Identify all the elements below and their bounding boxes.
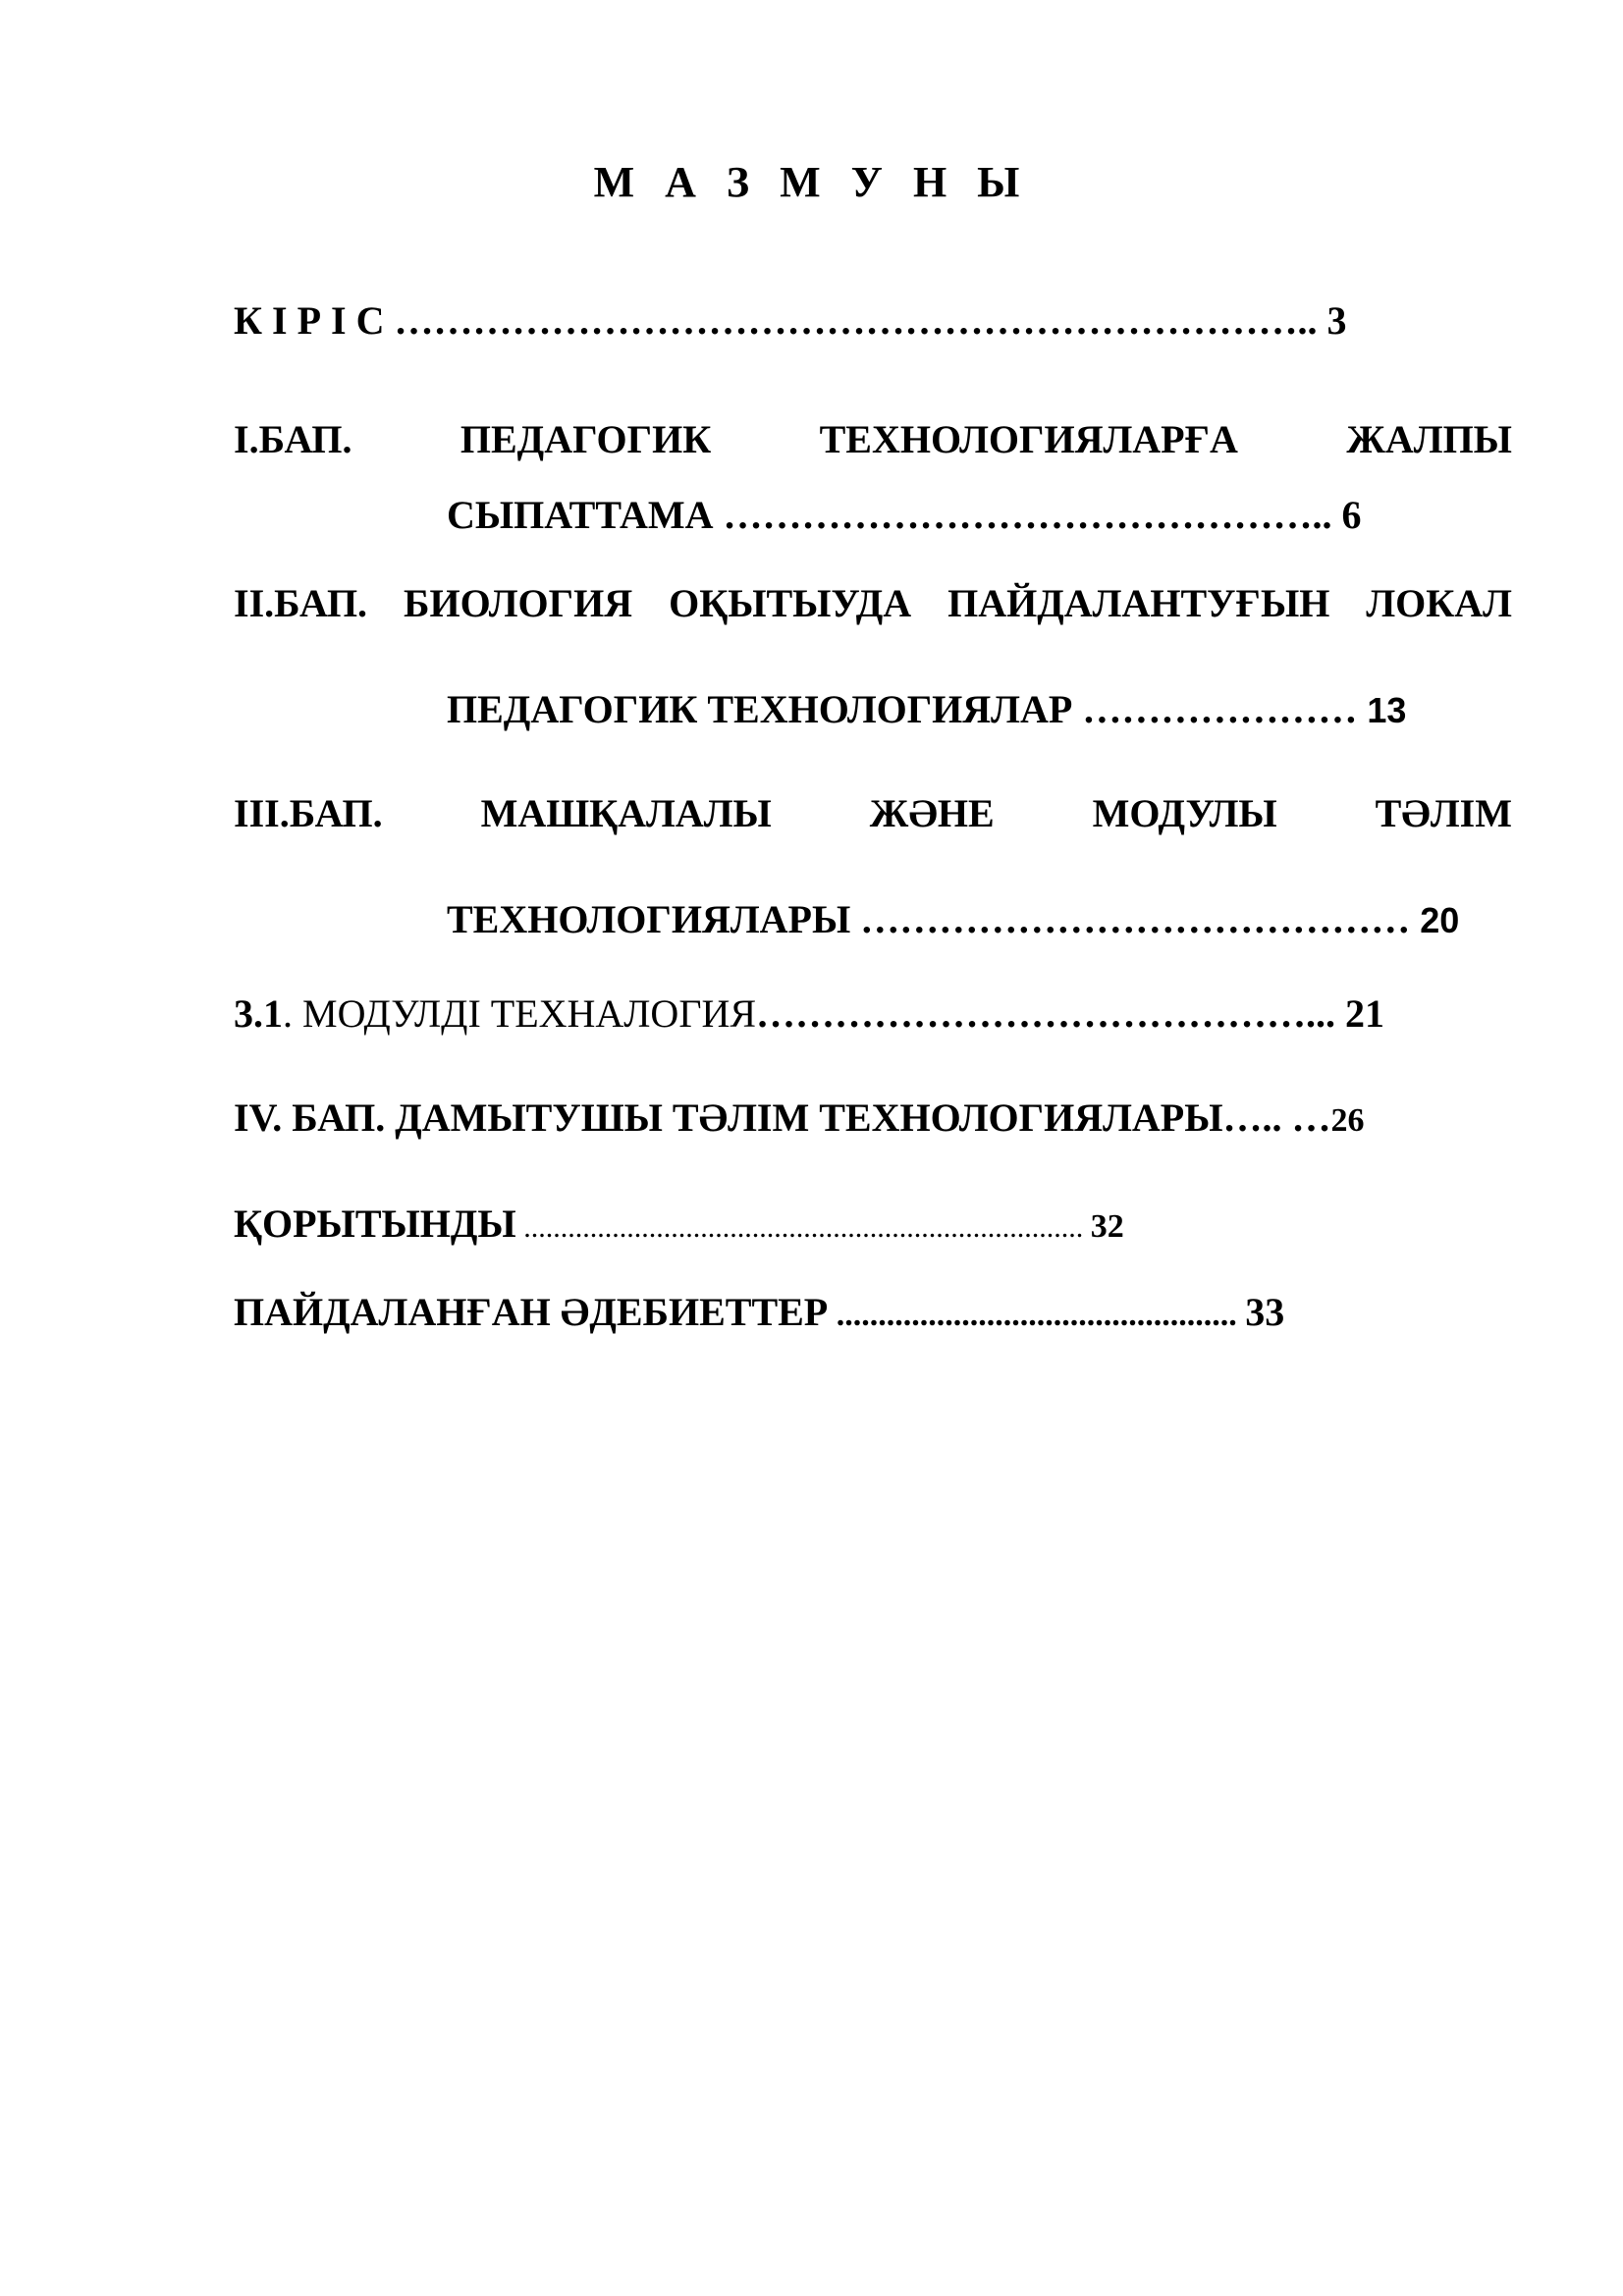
- toc-label: СЫПАТТАМА: [447, 493, 714, 537]
- toc-label: К І Р І С: [234, 298, 385, 343]
- toc-word: ІІ.БАП.: [234, 581, 368, 625]
- toc-word: ІІІ.БАП.: [234, 791, 383, 835]
- toc-leader: ……………………………………………………………..: [384, 298, 1327, 343]
- toc-label: . МОДУЛДІ ТЕХНАЛОГИЯ: [283, 991, 757, 1036]
- toc-entry-references: [234, 1288, 1284, 1340]
- toc-entry-chapter-1-continued: [447, 491, 1362, 540]
- toc-word: ЖӘНЕ: [869, 791, 995, 835]
- toc-leader: ………………………………………..: [713, 493, 1342, 537]
- toc-word: МАШҚАЛАЛЫ: [480, 791, 772, 835]
- toc-label: ТЕХНОЛОГИЯЛАРЫ: [447, 897, 851, 941]
- toc-word: ЖАЛПЫ: [1346, 417, 1512, 461]
- toc-entry-section-3-1: [234, 989, 1384, 1039]
- toc-word: ТӘЛІМ: [1375, 791, 1512, 835]
- toc-leader: ……………………………………...: [756, 991, 1346, 1036]
- toc-leader: ................................................: [828, 1297, 1246, 1333]
- toc-entry-kiris: [234, 296, 1346, 346]
- toc-entry-chapter-2: [234, 579, 1512, 628]
- toc-page-number: 21: [1345, 991, 1385, 1036]
- toc-entry-chapter-3: [234, 789, 1512, 838]
- toc-entry-chapter-3-continued: [447, 895, 1459, 945]
- toc-word: ЛОКАЛ: [1366, 581, 1512, 625]
- toc-leader: …………………: [1072, 687, 1368, 731]
- toc-page-number: 26: [1330, 1102, 1365, 1139]
- toc-entry-conclusion: [234, 1200, 1124, 1253]
- page-title: М А З М У Н Ы: [593, 158, 1030, 206]
- toc-word: МОДУЛЫ: [1092, 791, 1277, 835]
- toc-word: ТЕХНОЛОГИЯЛАРҒА: [819, 417, 1238, 461]
- toc-page-number: 33: [1245, 1290, 1285, 1334]
- toc-section-number: 3.1: [234, 991, 283, 1036]
- toc-leader: ….. …: [1222, 1095, 1331, 1140]
- toc-leader: ……………………………………: [850, 897, 1421, 941]
- toc-word: ОҚЫТЫУДА: [669, 581, 912, 625]
- toc-page-number: 20: [1420, 900, 1460, 940]
- toc-entry-chapter-2-continued: [447, 685, 1406, 735]
- toc-entry-chapter-4: [234, 1094, 1365, 1146]
- toc-page-number: 3: [1326, 298, 1347, 343]
- toc-page-number: 6: [1341, 493, 1362, 537]
- toc-page-number: 32: [1090, 1208, 1124, 1245]
- toc-entry-chapter-1: [234, 415, 1512, 464]
- toc-leader: ............................................................................: [515, 1211, 1091, 1244]
- toc-page-number: 13: [1367, 690, 1407, 730]
- toc-label: IV. БАП. ДАМЫТУШЫ ТӘЛІМ ТЕХНОЛОГИЯЛАРЫ: [234, 1095, 1223, 1140]
- toc-word: БИОЛОГИЯ: [404, 581, 633, 625]
- toc-word: ПАЙДАЛАНТУҒЫН: [947, 581, 1330, 625]
- toc-label: ПАЙДАЛАНҒАН ӘДЕБИЕТТЕР: [234, 1290, 829, 1334]
- toc-label: ҚОРЫТЫНДЫ: [234, 1201, 516, 1246]
- toc-word: ПЕДАГОГИК: [460, 417, 712, 461]
- toc-word: І.БАП.: [234, 417, 352, 461]
- toc-label: ПЕДАГОГИК ТЕХНОЛОГИЯЛАР: [447, 687, 1073, 731]
